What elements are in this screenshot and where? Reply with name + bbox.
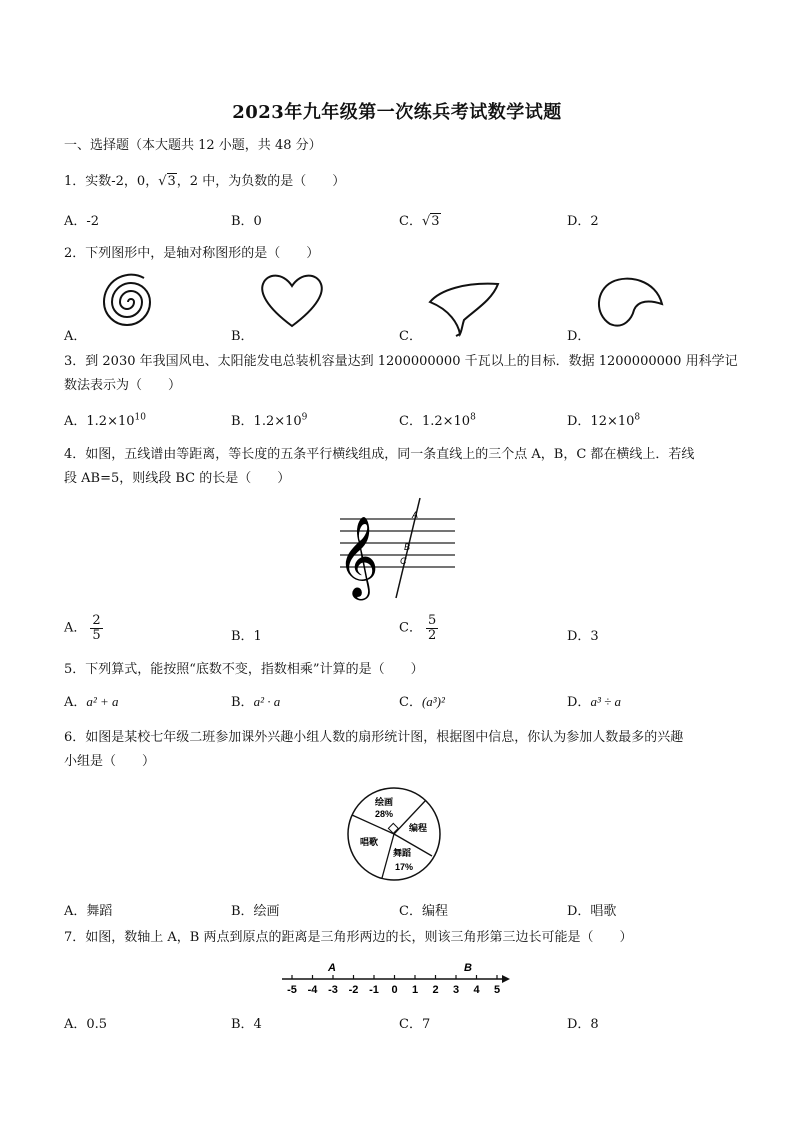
q4-option-b[interactable]: B．1 — [231, 629, 262, 644]
q7-option-b[interactable]: B．4 — [231, 1017, 262, 1032]
point-c-label: C — [400, 556, 407, 566]
q2-option-d[interactable]: D． — [567, 329, 591, 344]
q6-option-b[interactable]: B．绘画 — [231, 904, 280, 919]
q7-option-a[interactable]: A．0.5 — [64, 1017, 108, 1032]
axis-arrow-icon — [502, 975, 510, 983]
axis-tick-label: 2 — [432, 984, 439, 996]
axis-tick-label: 0 — [391, 984, 398, 996]
pie-label-coding: 编程 — [408, 823, 428, 833]
pie-label-dance: 舞蹈 — [392, 848, 412, 858]
q3-option-b[interactable]: B．$1.2\times 10^9$ — [231, 412, 308, 429]
q5-option-b[interactable]: B．a² · a — [231, 694, 281, 710]
q3-option-c[interactable]: C．$1.2\times 10^8$ — [399, 412, 476, 429]
question-4-line1: 4．如图，五线谱由等距离，等长度的五条平行横线组成，同一条直线上的三个点 A，B，C 都在横线上．若线 — [64, 447, 695, 462]
q7-option-c[interactable]: C．7 — [399, 1017, 431, 1032]
pie-label-singing: 唱歌 — [359, 837, 379, 847]
q6-option-c[interactable]: C．编程 — [399, 904, 448, 919]
pie-label-painting: 绘画 — [374, 797, 394, 807]
q5-option-a[interactable]: A．a² + a — [64, 694, 119, 710]
spiral-figure — [88, 266, 168, 336]
axis-tick-label: -2 — [348, 984, 359, 996]
axis-tick-label: -3 — [328, 984, 338, 996]
q2-option-b[interactable]: B． — [231, 329, 254, 344]
question-2-stem: 2．下列图形中，是轴对称图形的是（ ） — [64, 246, 320, 261]
point-b-label: B — [404, 542, 411, 552]
q6-option-a[interactable]: A．舞蹈 — [64, 904, 113, 919]
q5-option-c[interactable]: C．(a³)² — [399, 694, 445, 710]
q4-option-a[interactable]: A． $\frac{2}{5}$ — [64, 613, 101, 643]
wave-figure — [590, 270, 670, 332]
question-3-line2: 数法表示为（ ） — [64, 378, 182, 393]
point-a-label: A — [412, 510, 419, 520]
q2-option-c[interactable]: C． — [399, 329, 422, 344]
ginkgo-leaf-figure — [420, 272, 505, 337]
question-4-line2: 段 AB=5，则线段 BC 的长是（ ） — [64, 471, 291, 486]
pie-label-dance-pct: 17% — [394, 862, 414, 872]
treble-clef-icon: 𝄞 — [337, 517, 379, 595]
q3-option-a[interactable]: A．$1.2\times 10^{10}$ — [64, 412, 146, 429]
question-5-stem: 5．下列算式，能按照“底数不变，指数相乘”计算的是（ ） — [64, 662, 424, 677]
number-line — [280, 955, 510, 1000]
question-6-line1: 6．如图是某校七年级二班参加课外兴趣小组人数的扇形统计图，根据图中信息，你认为参加人数最多的兴趣 — [64, 730, 684, 745]
axis-tick-label: 5 — [493, 984, 501, 996]
question-6-line2: 小组是（ ） — [64, 754, 156, 769]
axis-tick-label: 1 — [411, 984, 419, 996]
axis-tick-label: -5 — [287, 984, 297, 996]
axis-tick-label: -4 — [307, 984, 318, 996]
point-b-label: B — [464, 962, 472, 974]
q1-option-d[interactable]: D．2 — [567, 214, 599, 229]
question-3-line1: 3．到 2030 年我国风电、太阳能发电总装机容量达到 1200000000 千瓦以上的目标．数据 1200000000 用科学记 — [64, 354, 738, 369]
pie-chart — [344, 784, 444, 884]
q7-option-d[interactable]: D．8 — [567, 1017, 599, 1032]
axis-tick-label: -1 — [369, 984, 379, 996]
question-7-stem: 7．如图，数轴上 A，B 两点到原点的距离是三角形两边的长，则该三角形第三边长可能是（ ） — [64, 930, 633, 945]
question-1-stem: 1．实数-2，0，√3，2 中，为负数的是（ ） — [64, 174, 346, 189]
page-title: 2023年九年级第一次练兵考试数学试题 — [232, 102, 562, 123]
q1-option-a[interactable]: A．-2 — [64, 214, 100, 229]
pie-label-painting-pct: 28% — [374, 809, 394, 819]
q6-option-d[interactable]: D．唱歌 — [567, 904, 617, 919]
axis-tick-label: 4 — [473, 984, 480, 996]
point-a-label: A — [328, 962, 336, 974]
sqrt-symbol: √3 — [158, 174, 176, 189]
q4-option-c[interactable]: C． $\frac{5}{2}$ — [399, 613, 437, 643]
q1-option-b[interactable]: B．0 — [231, 214, 262, 229]
q4-option-d[interactable]: D．3 — [567, 629, 599, 644]
heart-figure — [255, 268, 330, 333]
q5-option-d[interactable]: D．a³ ÷ a — [567, 694, 621, 710]
axis-tick-label: 3 — [452, 984, 460, 996]
staff-figure — [330, 492, 460, 604]
q1-option-c[interactable]: C．√3 — [399, 214, 440, 229]
q3-option-d[interactable]: D．$12\times 10^8$ — [567, 412, 641, 429]
section-heading: 一、选择题（本大题共 12 小题，共 48 分） — [64, 138, 322, 153]
q2-option-a[interactable]: A． — [64, 329, 87, 344]
